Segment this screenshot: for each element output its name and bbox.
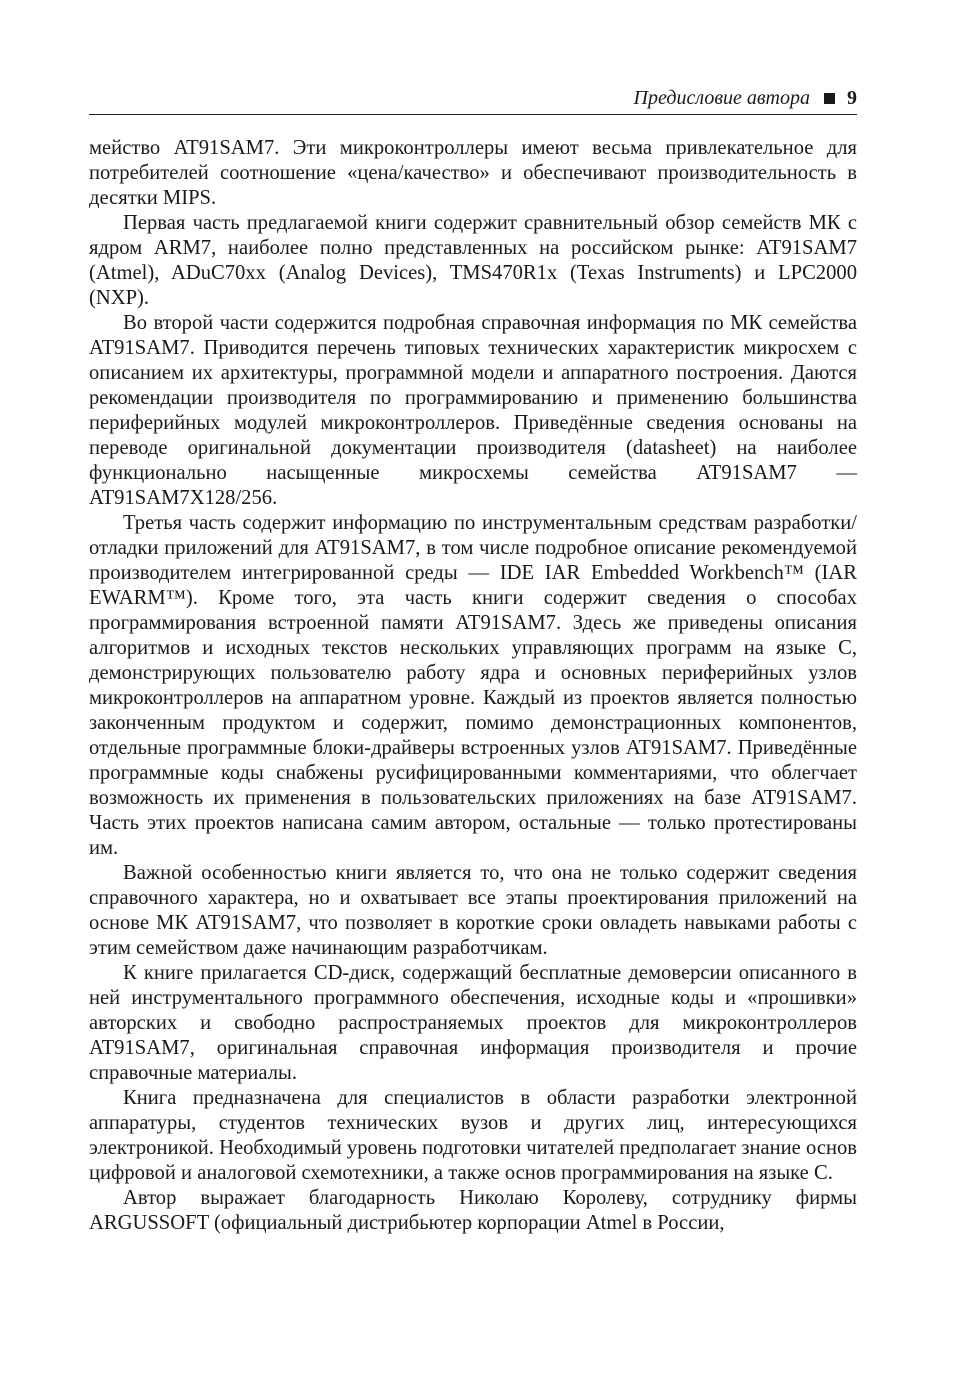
body-text: [89, 136, 857, 1236]
paragraph-first-part: Первая часть предлагаемой книги содержит сравнительный обзор семейств МК с ядром ARM7, наиболее полно представленных на российском рынке: AT91SAM7 (Atmel), ADuC70xx (Analog Devices), TMS470R1x (Texas Instruments) и LPC2000 (NXP).: [89, 212, 857, 309]
section-title: Предисловие автора: [633, 87, 810, 109]
paragraph-second-part: Во второй части содержится подробная справочная информация по МК семейства AT91SAM7. Приводится перечень типовых технических характеристик микросхем с описанием их архитектуры, программной модели и аппаратного построения. Даются рекомендации производителя по программированию и применению большинства периферийных модулей микроконтроллеров. Приведённые сведения основаны на переводе оригинальной документации производителя (datasheet) на наиболее функционально насыщенные микросхемы семейства AT91SAM7 — AT91SAM7X128/256.: [89, 312, 857, 509]
paragraph-acknowledgement: Автор выражает благодарность Николаю Королеву, сотруднику фирмы ARGUSSOFT (официальный дистрибьютер корпорации Atmel в России,: [89, 1187, 857, 1234]
running-header: [89, 84, 857, 115]
paragraph-audience: Книга предназначена для специалистов в области разработки электронной аппаратуры, студентов технических вузов и других лиц, интересующихся электроникой. Необходимый уровень подготовки читателей предполагает знание основ цифровой и аналоговой схемотехники, а также основ программирования на языке С.: [89, 1087, 857, 1184]
page-number: 9: [847, 87, 857, 109]
running-header-content: [634, 86, 857, 110]
paragraph-continuation: мейство AT91SAM7. Эти микроконтроллеры имеют весьма привлекательное для потребителей соотношение «цена/качество» и обеспечивают производительность в десятки MIPS.: [89, 137, 857, 209]
paragraph-third-part: Третья часть содержит информацию по инструментальным средствам разработки/отладки приложений для AT91SAM7, в том числе подробное описание рекомендуемой производителем интегрированной среды — IDE IAR Embedded Workbench™ (IAR EWARM™). Кроме того, эта часть книги содержит сведения о способах программирования встроенной памяти AT91SAM7. Здесь же приведены описания алгоритмов и исходных текстов нескольких управляющих программ на языке С, демонстрирующих пользователю работу ядра и основных периферийных узлов микроконтроллеров на аппаратном уровне. Каждый из проектов является полностью законченным продуктом и содержит, помимо демонстрационных компонентов, отдельные программные блоки-драйверы встроенных узлов AT91SAM7. Приведённые программные коды снабжены русифицированными комментариями, что облегчает возможность их применения в пользовательских приложениях на базе AT91SAM7. Часть этих проектов написана самим автором, остальные — только протестированы им.: [89, 512, 857, 859]
paragraph-cd-disk: К книге прилагается CD-диск, содержащий бесплатные демоверсии описанного в ней инструментального программного обеспечения, исходные коды и «прошивки» авторских и свободно распространяемых проектов для микроконтроллеров AT91SAM7, оригинальная справочная информация производителя и прочие справочные материалы.: [89, 962, 857, 1084]
square-bullet-icon: [824, 93, 835, 104]
paragraph-book-feature: Важной особенностью книги является то, что она не только содержит сведения справочного характера, но и охватывает все этапы проектирования приложений на основе МК AT91SAM7, что позволяет в короткие сроки овладеть навыками работы с этим семейством даже начинающим разработчикам.: [89, 862, 857, 959]
